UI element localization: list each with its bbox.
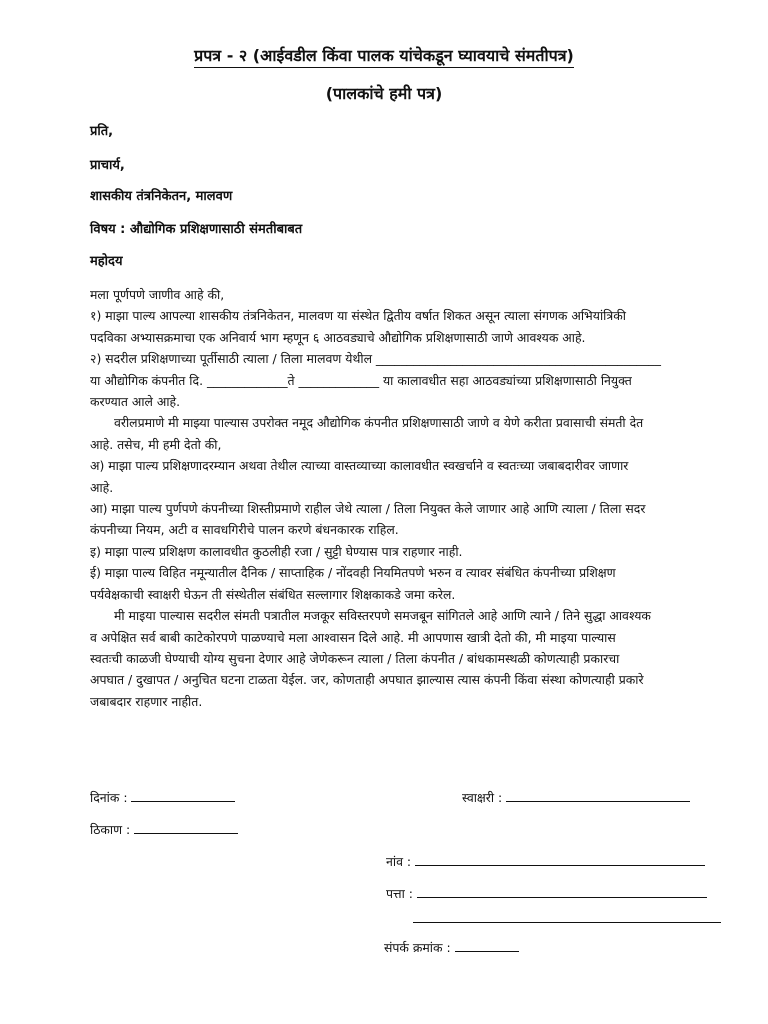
address-field bbox=[386, 885, 707, 902]
name-field bbox=[386, 853, 705, 870]
body-line: मला पूर्णपणे जाणीव आहे की, bbox=[90, 287, 225, 302]
body-line: अ) माझा पाल्य प्रशिक्षणादरम्यान अथवा तेथील त्याच्या वास्तव्याच्या कालावधीत स्वखर्चाने व स्वतःच्या जबाबदारीवर जाणार bbox=[90, 458, 629, 474]
date-label: दिनांक : bbox=[90, 790, 128, 805]
address-blank-line-2[interactable] bbox=[413, 908, 721, 923]
name-blank[interactable] bbox=[415, 853, 705, 866]
body-line: स्वतःची काळजी घेण्याची योग्य सुचना देणार आहे जेणेकरून त्याला / तिला कंपनीत / बांधकामस्थळी कोणत्याही प्रकारचा bbox=[90, 650, 620, 666]
name-label: नांव : bbox=[386, 854, 412, 869]
body-line: अपघात / दुखापत / अनुचित घटना टाळता येईल. जर, कोणताही अपघात झाल्यास त्यास कंपनी किंवा संस्था कोणत्याही प्रकारे bbox=[90, 672, 644, 688]
greeting: महोदय bbox=[90, 254, 123, 269]
contact-field bbox=[384, 939, 519, 956]
body-line: कंपनीच्या नियम, अटी व सावधगिरीचे पालन करणे बंधनकारक राहिल. bbox=[90, 522, 399, 538]
body-line: इ) माझा पाल्य प्रशिक्षण कालावधीत कुठलीही रजा / सुट्टी घेण्यास पात्र राहणार नाही. bbox=[90, 543, 463, 559]
date-field bbox=[90, 789, 235, 806]
contact-label: संपर्क क्रमांक : bbox=[384, 940, 451, 955]
body-line: या औद्योगिक कंपनीत दि. _____________ते _____________ या कालावधीत सहा आठवड्यांच्या प्रशिक्षणासाठी नियुक्त bbox=[90, 372, 632, 388]
place-label: ठिकाण : bbox=[90, 822, 131, 837]
address-blank[interactable] bbox=[417, 885, 707, 898]
form-title bbox=[0, 44, 768, 66]
body-line: ई) माझा पाल्य विहित नमून्यातील दैनिक / साप्ताहिक / नोंदवही नियमितपणे भरुन व त्यावर संबंधित कंपनीच्या प्रशिक्षण bbox=[90, 565, 616, 581]
salutation-institute: शासकीय तंत्रनिकेतन, मालवण bbox=[90, 189, 233, 204]
body-line: जबाबदार राहणार नाहीत. bbox=[90, 693, 203, 709]
body-line: व अपेक्षित सर्व बाबी काटेकोरपणे पाळण्याचे मला आश्वासन दिले आहे. मी आपणास खात्री देतो की, मी माइया पाल्यास bbox=[90, 629, 616, 645]
signature-label: स्वाक्षरी : bbox=[462, 790, 503, 805]
address-label: पत्ता : bbox=[386, 886, 413, 901]
salutation-to: प्रति, bbox=[90, 124, 114, 139]
body-line: आहे. तसेच, मी हमी देतो की, bbox=[90, 436, 222, 452]
salutation-principal: प्राचार्य, bbox=[90, 158, 125, 173]
letter-body bbox=[90, 284, 730, 712]
signature-blank[interactable] bbox=[506, 789, 690, 802]
body-line: आहे. bbox=[90, 479, 114, 495]
form-title-text: प्रपत्र - २ (आईवडील किंवा पालक यांचेकडून घ्यावयाचे संमतीपत्र) bbox=[194, 46, 574, 68]
signature-field bbox=[462, 789, 690, 806]
body-line: मी माइया पाल्यास सदरील संमती पत्रातील मजकूर सविस्तरपणे समजबून सांगितले आहे आणि त्याने / तिने सुद्धा आवश्यक bbox=[114, 608, 651, 624]
place-field bbox=[90, 821, 238, 838]
body-line: पर्यवेक्षकाची स्वाक्षरी घेऊन ती संस्थेतील संबंधित सल्लागार शिक्षकाकडे जमा करेल. bbox=[90, 586, 456, 602]
body-line: पदविका अभ्यासक्रमाचा एक अनिवार्य भाग म्हणून ६ आठवड्याचे औद्योगिक प्रशिक्षणासाठी जाणे आवश्यक आहे. bbox=[90, 329, 586, 345]
subject-line: विषय : औद्योगिक प्रशिक्षणासाठी संमतीबाबत bbox=[90, 222, 303, 237]
body-line: वरीलप्रमाणे मी माझ्या पाल्यास उपरोक्त नमूद औद्योगिक कंपनीत प्रशिक्षणासाठी जाणे व येणे करीता प्रवासाची संमती देत bbox=[114, 415, 644, 431]
body-line: १) माझा पाल्य आपल्या शासकीय तंत्रनिकेतन, मालवण या संस्थेत द्वितीय वर्षात शिकत असून त्याला संगणक अभियांत्रिकी bbox=[90, 308, 626, 324]
body-line: आ) माझा पाल्य पुर्णपणे कंपनीच्या शिस्तीप्रमाणे राहील जेथे त्याला / तिला नियुक्त केले जाणार आहे आणि त्याला / तिला सदर bbox=[90, 501, 646, 517]
body-line: करण्यात आले आहे. bbox=[90, 394, 181, 410]
body-line: २) सदरील प्रशिक्षणाच्या पूर्तीसाठी त्याला / तिला मालवण येथील ______________________________________________ bbox=[90, 351, 661, 367]
date-blank[interactable] bbox=[131, 789, 235, 802]
contact-blank[interactable] bbox=[455, 939, 519, 952]
place-blank[interactable] bbox=[134, 821, 238, 834]
form-subtitle: (पालकांचे हमी पत्र) bbox=[325, 84, 443, 103]
